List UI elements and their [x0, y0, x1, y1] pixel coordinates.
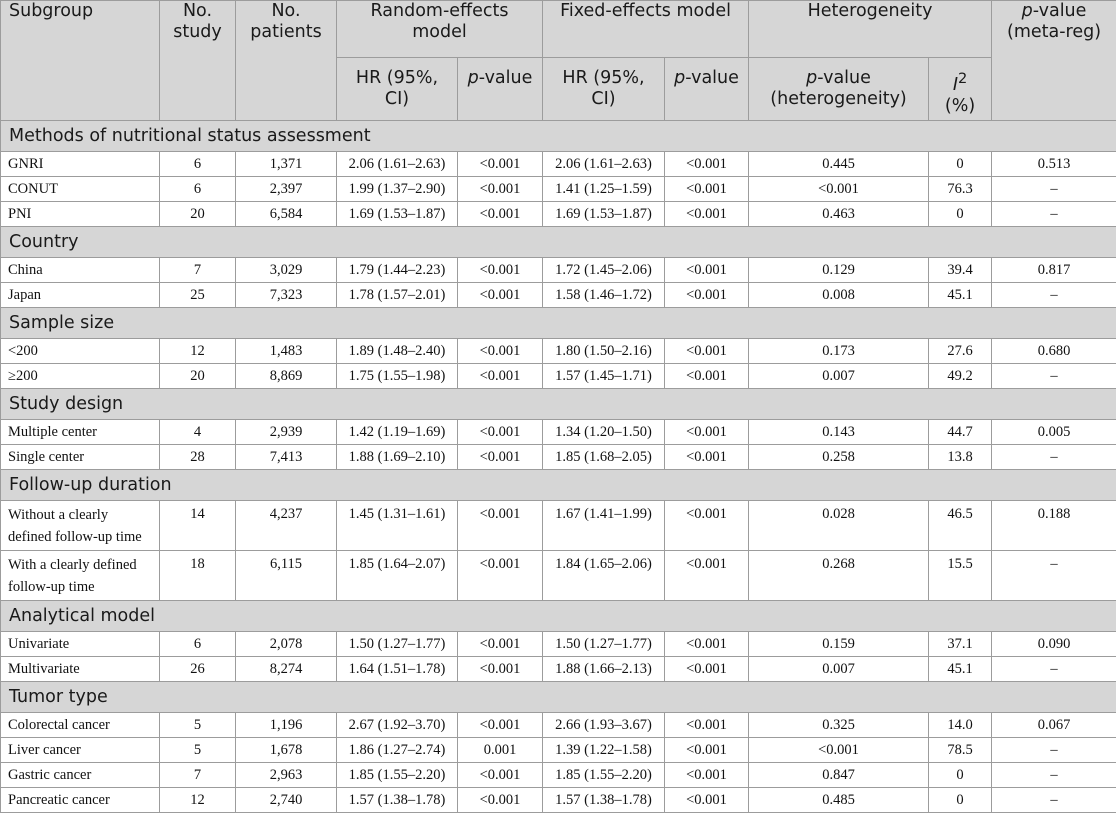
metareg-pvalue-cell: –	[992, 788, 1116, 813]
het-pvalue-cell: 0.129	[749, 258, 929, 283]
no-patients-cell: 6,584	[236, 202, 337, 227]
subgroup-cell: Multiple center	[1, 420, 160, 445]
no-patients-cell: 6,115	[236, 551, 337, 601]
no-study-cell: 4	[160, 420, 236, 445]
no-patients-cell: 1,483	[236, 339, 337, 364]
no-study-cell: 25	[160, 283, 236, 308]
subgroup-cell: Gastric cancer	[1, 763, 160, 788]
group-title: Sample size	[1, 308, 1116, 339]
fixed-pvalue-cell: <0.001	[665, 258, 749, 283]
metareg-pvalue-cell: –	[992, 738, 1116, 763]
fixed-pvalue-cell: <0.001	[665, 152, 749, 177]
no-study-cell: 28	[160, 445, 236, 470]
subgroup-cell: Without a clearly defined follow-up time	[1, 501, 160, 551]
random-hr-cell: 1.79 (1.44–2.23)	[337, 258, 458, 283]
fixed-pvalue-cell: <0.001	[665, 420, 749, 445]
het-pvalue-cell: 0.847	[749, 763, 929, 788]
col-header-random-pvalue	[458, 58, 543, 121]
random-pvalue-cell: <0.001	[458, 177, 543, 202]
fixed-pvalue-cell: <0.001	[665, 202, 749, 227]
col-header-no-patients: No. patients	[236, 1, 337, 121]
group-header-row	[1, 308, 1116, 339]
random-hr-cell: 1.78 (1.57–2.01)	[337, 283, 458, 308]
i2-cell: 39.4	[929, 258, 992, 283]
no-patients-cell: 7,323	[236, 283, 337, 308]
table-body	[1, 121, 1116, 813]
subgroup-cell: China	[1, 258, 160, 283]
no-patients-cell: 1,371	[236, 152, 337, 177]
p-symbol: p	[674, 68, 685, 88]
i2-cell: 0	[929, 202, 992, 227]
metareg-pvalue-cell: –	[992, 202, 1116, 227]
table-row	[1, 788, 1116, 813]
subgroup-cell: GNRI	[1, 152, 160, 177]
fixed-hr-cell: 1.72 (1.45–2.06)	[543, 258, 665, 283]
i-symbol: I	[953, 75, 958, 95]
fixed-hr-cell: 1.88 (1.66–2.13)	[543, 657, 665, 682]
p-symbol: p	[1022, 1, 1033, 21]
het-pvalue-cell: 0.028	[749, 501, 929, 551]
subgroup-cell: Colorectal cancer	[1, 713, 160, 738]
no-study-cell: 20	[160, 364, 236, 389]
col-header-fixed-effects: Fixed-effects model	[543, 1, 749, 58]
metareg-pvalue-cell: –	[992, 763, 1116, 788]
fixed-hr-cell: 1.67 (1.41–1.99)	[543, 501, 665, 551]
random-pvalue-cell: <0.001	[458, 445, 543, 470]
fixed-hr-cell: 2.06 (1.61–2.63)	[543, 152, 665, 177]
fixed-pvalue-cell: <0.001	[665, 445, 749, 470]
no-patients-cell: 1,196	[236, 713, 337, 738]
metareg-pvalue-cell: –	[992, 364, 1116, 389]
fixed-pvalue-cell: <0.001	[665, 551, 749, 601]
pvalue-het-label: -value (heterogeneity)	[770, 68, 906, 109]
group-title: Study design	[1, 389, 1116, 420]
no-patients-cell: 7,413	[236, 445, 337, 470]
col-header-fixed-hr: HR (95%, CI)	[543, 58, 665, 121]
subgroup-cell: Univariate	[1, 632, 160, 657]
fixed-pvalue-cell: <0.001	[665, 364, 749, 389]
table-row	[1, 657, 1116, 682]
het-pvalue-cell: 0.008	[749, 283, 929, 308]
subgroup-cell: Multivariate	[1, 657, 160, 682]
het-pvalue-cell: 0.463	[749, 202, 929, 227]
i2-cell: 27.6	[929, 339, 992, 364]
fixed-pvalue-cell: <0.001	[665, 632, 749, 657]
col-header-subgroup: Subgroup	[1, 1, 160, 121]
no-study-cell: 5	[160, 713, 236, 738]
i2-cell: 46.5	[929, 501, 992, 551]
no-patients-cell: 1,678	[236, 738, 337, 763]
table-row	[1, 501, 1116, 551]
fixed-pvalue-cell: <0.001	[665, 283, 749, 308]
het-pvalue-cell: 0.258	[749, 445, 929, 470]
random-hr-cell: 1.45 (1.31–1.61)	[337, 501, 458, 551]
random-pvalue-cell: <0.001	[458, 339, 543, 364]
metareg-pvalue-cell: –	[992, 657, 1116, 682]
table-row	[1, 420, 1116, 445]
fixed-hr-cell: 1.69 (1.53–1.87)	[543, 202, 665, 227]
i2-cell: 0	[929, 763, 992, 788]
metareg-pvalue-cell: 0.067	[992, 713, 1116, 738]
subgroup-cell: Pancreatic cancer	[1, 788, 160, 813]
random-hr-cell: 1.85 (1.64–2.07)	[337, 551, 458, 601]
metareg-pvalue-cell: 0.090	[992, 632, 1116, 657]
random-pvalue-cell: 0.001	[458, 738, 543, 763]
no-study-cell: 12	[160, 788, 236, 813]
no-study-cell: 14	[160, 501, 236, 551]
no-study-cell: 7	[160, 258, 236, 283]
fixed-pvalue-cell: <0.001	[665, 339, 749, 364]
metareg-pvalue-cell: 0.817	[992, 258, 1116, 283]
het-pvalue-cell: 0.268	[749, 551, 929, 601]
fixed-hr-cell: 1.85 (1.68–2.05)	[543, 445, 665, 470]
fixed-hr-cell: 1.50 (1.27–1.77)	[543, 632, 665, 657]
fixed-pvalue-cell: <0.001	[665, 788, 749, 813]
table-row	[1, 632, 1116, 657]
no-study-cell: 6	[160, 177, 236, 202]
no-study-cell: 7	[160, 763, 236, 788]
table-row	[1, 738, 1116, 763]
fixed-pvalue-cell: <0.001	[665, 763, 749, 788]
col-header-fixed-pvalue	[665, 58, 749, 121]
fixed-hr-cell: 1.57 (1.45–1.71)	[543, 364, 665, 389]
no-study-cell: 18	[160, 551, 236, 601]
subgroup-cell: Japan	[1, 283, 160, 308]
i2-cell: 45.1	[929, 657, 992, 682]
no-study-cell: 5	[160, 738, 236, 763]
table-row	[1, 152, 1116, 177]
random-pvalue-cell: <0.001	[458, 202, 543, 227]
group-title: Country	[1, 227, 1116, 258]
random-hr-cell: 1.64 (1.51–1.78)	[337, 657, 458, 682]
fixed-hr-cell: 1.41 (1.25–1.59)	[543, 177, 665, 202]
i2-cell: 14.0	[929, 713, 992, 738]
het-pvalue-cell: 0.007	[749, 657, 929, 682]
col-header-pvalue-metareg	[992, 1, 1116, 121]
random-hr-cell: 1.89 (1.48–2.40)	[337, 339, 458, 364]
het-pvalue-cell: 0.485	[749, 788, 929, 813]
table-row	[1, 202, 1116, 227]
i2-cell: 15.5	[929, 551, 992, 601]
random-pvalue-cell: <0.001	[458, 258, 543, 283]
metareg-pvalue-cell: 0.513	[992, 152, 1116, 177]
no-patients-cell: 2,740	[236, 788, 337, 813]
header-row-1	[1, 1, 1116, 58]
group-header-row	[1, 470, 1116, 501]
random-pvalue-cell: <0.001	[458, 763, 543, 788]
no-patients-cell: 2,397	[236, 177, 337, 202]
subgroup-cell: With a clearly defined follow-up time	[1, 551, 160, 601]
metareg-pvalue-cell: –	[992, 445, 1116, 470]
fixed-hr-cell: 1.84 (1.65–2.06)	[543, 551, 665, 601]
fixed-hr-cell: 2.66 (1.93–3.67)	[543, 713, 665, 738]
group-title: Methods of nutritional status assessment	[1, 121, 1116, 152]
random-hr-cell: 1.57 (1.38–1.78)	[337, 788, 458, 813]
het-pvalue-cell: 0.007	[749, 364, 929, 389]
group-title: Follow-up duration	[1, 470, 1116, 501]
i2-cell: 49.2	[929, 364, 992, 389]
fixed-pvalue-cell: <0.001	[665, 177, 749, 202]
no-patients-cell: 3,029	[236, 258, 337, 283]
table-row	[1, 445, 1116, 470]
table-row	[1, 339, 1116, 364]
random-pvalue-cell: <0.001	[458, 632, 543, 657]
no-patients-cell: 8,869	[236, 364, 337, 389]
i2-label: (%)	[945, 96, 975, 116]
no-patients-cell: 4,237	[236, 501, 337, 551]
random-pvalue-cell: <0.001	[458, 364, 543, 389]
random-pvalue-cell: <0.001	[458, 152, 543, 177]
het-pvalue-cell: 0.445	[749, 152, 929, 177]
subgroup-cell: CONUT	[1, 177, 160, 202]
no-study-cell: 26	[160, 657, 236, 682]
i2-cell: 0	[929, 152, 992, 177]
metareg-pvalue-cell: –	[992, 283, 1116, 308]
metareg-pvalue-cell: 0.005	[992, 420, 1116, 445]
table-row	[1, 763, 1116, 788]
table-header	[1, 1, 1116, 121]
table-row	[1, 258, 1116, 283]
col-header-random-hr: HR (95%, CI)	[337, 58, 458, 121]
table-row	[1, 364, 1116, 389]
table-row	[1, 713, 1116, 738]
group-title: Analytical model	[1, 601, 1116, 632]
pvalue-metareg-label: -value (meta-reg)	[1007, 1, 1101, 42]
i2-cell: 45.1	[929, 283, 992, 308]
table-row	[1, 283, 1116, 308]
random-hr-cell: 2.67 (1.92–3.70)	[337, 713, 458, 738]
i2-cell: 0	[929, 788, 992, 813]
het-pvalue-cell: 0.173	[749, 339, 929, 364]
random-hr-cell: 2.06 (1.61–2.63)	[337, 152, 458, 177]
metareg-pvalue-cell: 0.680	[992, 339, 1116, 364]
fixed-hr-cell: 1.58 (1.46–1.72)	[543, 283, 665, 308]
random-hr-cell: 1.69 (1.53–1.87)	[337, 202, 458, 227]
het-pvalue-cell: 0.159	[749, 632, 929, 657]
fixed-hr-cell: 1.80 (1.50–2.16)	[543, 339, 665, 364]
fixed-pvalue-cell: <0.001	[665, 738, 749, 763]
het-pvalue-cell: <0.001	[749, 177, 929, 202]
random-pvalue-cell: <0.001	[458, 713, 543, 738]
fixed-hr-cell: 1.85 (1.55–2.20)	[543, 763, 665, 788]
i2-superscript: 2	[958, 70, 967, 87]
col-header-i2	[929, 58, 992, 121]
no-patients-cell: 2,078	[236, 632, 337, 657]
col-header-heterogeneity: Heterogeneity	[749, 1, 992, 58]
i2-cell: 76.3	[929, 177, 992, 202]
no-study-cell: 6	[160, 152, 236, 177]
i2-cell: 44.7	[929, 420, 992, 445]
col-header-no-study: No. study	[160, 1, 236, 121]
i2-cell: 78.5	[929, 738, 992, 763]
random-pvalue-cell: <0.001	[458, 657, 543, 682]
fixed-pvalue-cell: <0.001	[665, 657, 749, 682]
table-row	[1, 177, 1116, 202]
metareg-pvalue-cell: –	[992, 551, 1116, 601]
col-header-het-pvalue	[749, 58, 929, 121]
subgroup-cell: Liver cancer	[1, 738, 160, 763]
p-symbol: p	[806, 68, 817, 88]
random-hr-cell: 1.85 (1.55–2.20)	[337, 763, 458, 788]
fixed-hr-cell: 1.57 (1.38–1.78)	[543, 788, 665, 813]
metareg-pvalue-cell: –	[992, 177, 1116, 202]
fixed-hr-cell: 1.39 (1.22–1.58)	[543, 738, 665, 763]
no-patients-cell: 2,939	[236, 420, 337, 445]
group-header-row	[1, 389, 1116, 420]
table-row	[1, 551, 1116, 601]
fixed-pvalue-cell: <0.001	[665, 713, 749, 738]
group-header-row	[1, 227, 1116, 258]
i2-cell: 13.8	[929, 445, 992, 470]
i2-cell: 37.1	[929, 632, 992, 657]
random-hr-cell: 1.75 (1.55–1.98)	[337, 364, 458, 389]
fixed-hr-cell: 1.34 (1.20–1.50)	[543, 420, 665, 445]
no-study-cell: 12	[160, 339, 236, 364]
random-pvalue-cell: <0.001	[458, 788, 543, 813]
random-pvalue-cell: <0.001	[458, 420, 543, 445]
subgroup-cell: <200	[1, 339, 160, 364]
group-header-row	[1, 121, 1116, 152]
random-hr-cell: 1.99 (1.37–2.90)	[337, 177, 458, 202]
random-hr-cell: 1.42 (1.19–1.69)	[337, 420, 458, 445]
het-pvalue-cell: 0.325	[749, 713, 929, 738]
random-pvalue-cell: <0.001	[458, 501, 543, 551]
group-header-row	[1, 682, 1116, 713]
random-hr-cell: 1.88 (1.69–2.10)	[337, 445, 458, 470]
het-pvalue-cell: 0.143	[749, 420, 929, 445]
random-pvalue-cell: <0.001	[458, 283, 543, 308]
subgroup-cell: Single center	[1, 445, 160, 470]
no-patients-cell: 2,963	[236, 763, 337, 788]
col-header-random-effects: Random-effects model	[337, 1, 543, 58]
group-header-row	[1, 601, 1116, 632]
random-hr-cell: 1.50 (1.27–1.77)	[337, 632, 458, 657]
no-study-cell: 20	[160, 202, 236, 227]
pvalue-label: -value	[685, 68, 739, 88]
group-title: Tumor type	[1, 682, 1116, 713]
no-patients-cell: 8,274	[236, 657, 337, 682]
p-symbol: p	[468, 68, 479, 88]
random-pvalue-cell: <0.001	[458, 551, 543, 601]
random-hr-cell: 1.86 (1.27–2.74)	[337, 738, 458, 763]
metareg-pvalue-cell: 0.188	[992, 501, 1116, 551]
pvalue-label: -value	[479, 68, 533, 88]
no-study-cell: 6	[160, 632, 236, 657]
fixed-pvalue-cell: <0.001	[665, 501, 749, 551]
subgroup-cell: ≥200	[1, 364, 160, 389]
subgroup-cell: PNI	[1, 202, 160, 227]
het-pvalue-cell: <0.001	[749, 738, 929, 763]
